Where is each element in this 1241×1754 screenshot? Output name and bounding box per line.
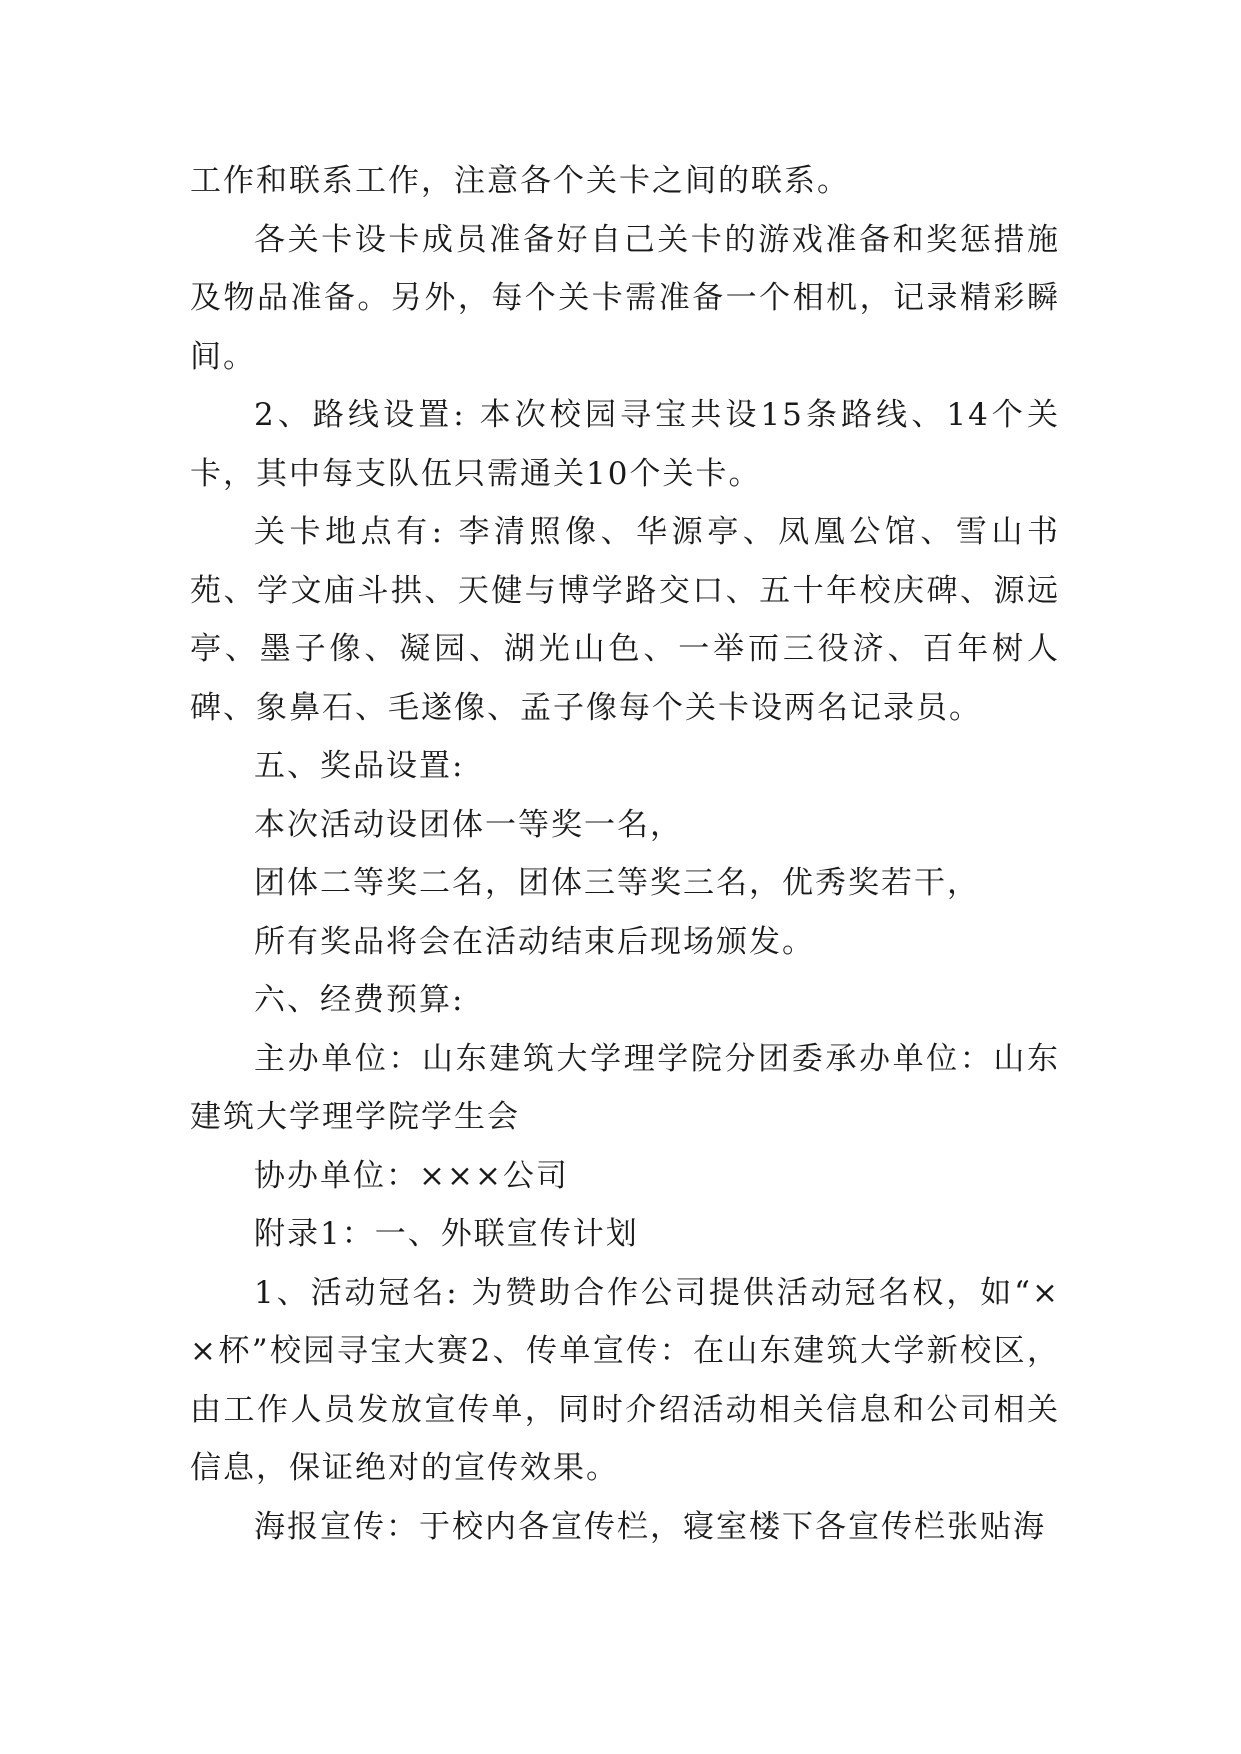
paragraph-3: 2、路线设置: 本次校园寻宝共设15条路线、14个关卡，其中每支队伍只需通关10个关卡。 (190, 397, 1060, 492)
paragraph-14: 海报宣传：于校内各宣传栏，寝室楼下各宣传栏张贴海 (254, 1508, 1046, 1545)
paragraph-4: 关卡地点有: 李清照像、华源亭、凤凰公馆、雪山书苑、学文庙斗拱、天健与博学路交口、五十年校庆碑、源远亭、墨子像、凝园、湖光山色、一举而三役济、百年树人碑、象鼻石、毛遂像、孟子像每个关卡设两名记录员。 (190, 514, 1060, 726)
section-heading-budget: 六、经费预算: (254, 982, 465, 1018)
paragraph-7: 团体二等奖二名，团体三等奖三名，优秀奖若干， (254, 865, 980, 901)
section-heading-prizes: 五、奖品设置: (254, 748, 465, 784)
paragraph-11: 协办单位：×××公司 (254, 1157, 569, 1194)
document-body (190, 152, 1060, 1556)
paragraph-2: 各关卡设卡成员准备好自己关卡的游戏准备和奖惩措施及物品准备。另外，每个关卡需准备一个相机，记录精彩瞬间。 (190, 221, 1060, 375)
paragraph-10: 主办单位：山东建筑大学理学院分团委承办单位：山东建筑大学理学院学生会 (190, 1040, 1060, 1135)
paragraph-1: 工作和联系工作，注意各个关卡之间的联系。 (190, 163, 850, 199)
paragraph-8: 所有奖品将会在活动结束后现场颁发。 (254, 923, 815, 960)
paragraph-6: 本次活动设团体一等奖一名， (254, 806, 683, 843)
paragraph-13: 1、活动冠名: 为赞助合作公司提供活动冠名权，如“××杯”校园寻宝大赛2、传单宣传：在山东建筑大学新校区，由工作人员发放宣传单，同时介绍活动相关信息和公司相关信息，保证绝对的宣传效果。 (190, 1274, 1060, 1486)
appendix-heading: 附录1：一、外联宣传计划 (254, 1216, 639, 1252)
